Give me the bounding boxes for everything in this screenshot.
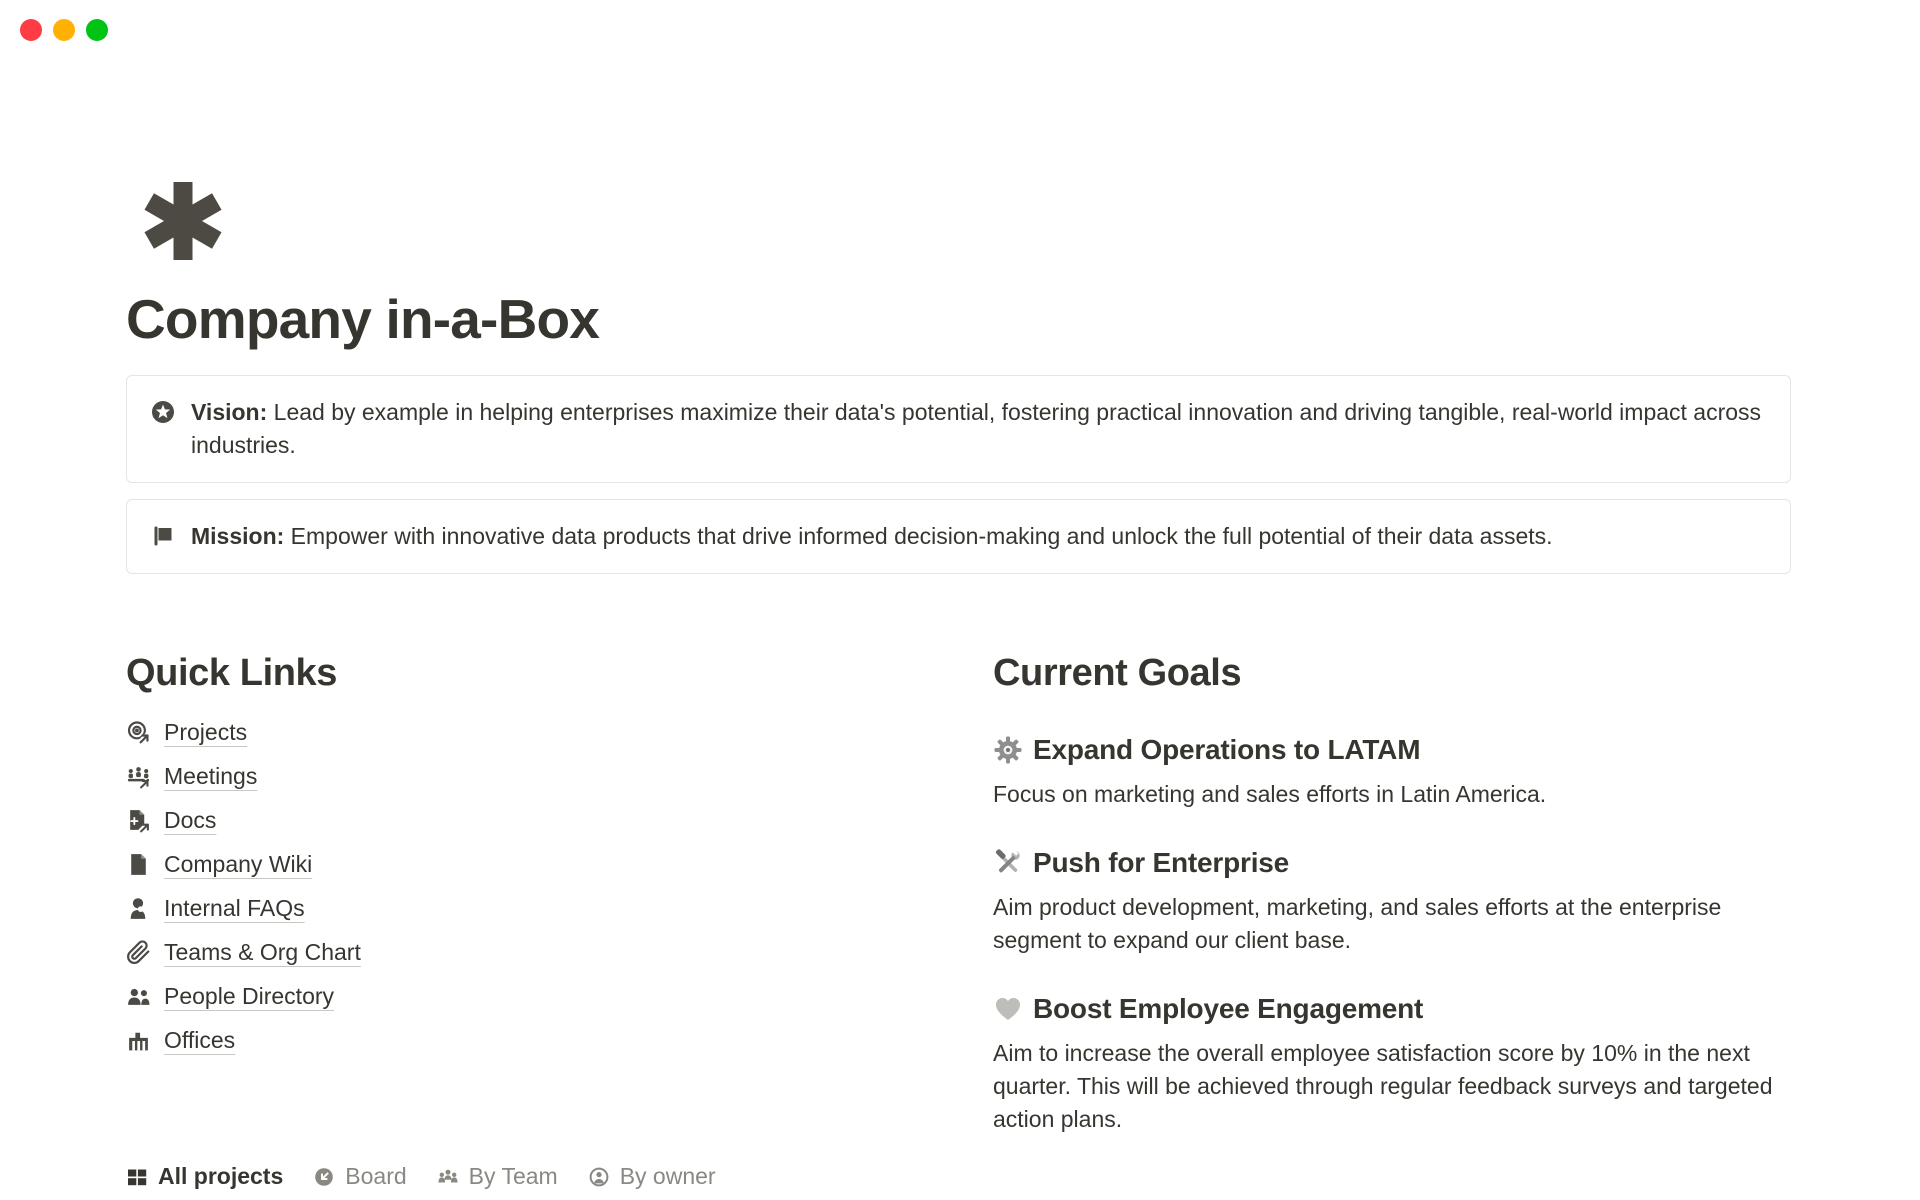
mission-text [191, 520, 1553, 553]
project-view-tabs [126, 1163, 716, 1190]
quick-link-teams-org-chart[interactable] [126, 930, 993, 974]
quick-link-people-directory[interactable] [126, 974, 993, 1018]
quick-link-label[interactable]: Docs [164, 807, 217, 834]
flag-icon [151, 524, 175, 548]
current-goals-heading: Current Goals [993, 652, 1242, 695]
goal-title [993, 845, 1805, 881]
goal-expand-latam [993, 732, 1805, 811]
vision-callout [126, 375, 1791, 483]
meeting-people-icon [126, 764, 151, 789]
tab-board[interactable] [313, 1163, 406, 1190]
quick-link-meetings[interactable] [126, 754, 993, 798]
paperclip-icon [126, 940, 151, 965]
person-question-icon [126, 896, 151, 921]
building-icon [126, 1028, 151, 1053]
close-window-button[interactable] [20, 19, 42, 41]
page-icon [126, 852, 151, 877]
mission-callout [126, 499, 1791, 574]
vision-body: Lead by example in helping enterprises maximize their data's potential, fostering practical innovation and driving tangible, real-world impact across industries. [191, 399, 1762, 459]
tools-icon [993, 848, 1023, 878]
goal-boost-engagement [993, 991, 1805, 1136]
quick-link-company-wiki[interactable] [126, 842, 993, 886]
goal-title [993, 991, 1805, 1027]
quick-link-label[interactable]: Meetings [164, 763, 258, 790]
zoom-window-button[interactable] [86, 19, 108, 41]
goal-title-text: Boost Employee Engagement [1033, 993, 1424, 1025]
document-add-icon [126, 808, 151, 833]
asterisk-icon [144, 182, 222, 260]
quick-link-label[interactable]: Offices [164, 1027, 236, 1054]
tab-by-owner[interactable] [588, 1163, 716, 1190]
quick-links-column [126, 650, 993, 1136]
two-column-layout [126, 650, 1791, 1136]
current-goals-column [993, 650, 1805, 1136]
page-title: Company in-a-Box [126, 288, 600, 350]
goal-title-text: Push for Enterprise [1033, 847, 1290, 879]
quick-link-label[interactable]: Projects [164, 719, 248, 746]
minimize-window-button[interactable] [53, 19, 75, 41]
vision-text [191, 396, 1766, 462]
mission-label: Mission: [191, 523, 285, 550]
tab-label: All projects [158, 1163, 284, 1189]
heart-icon [993, 994, 1023, 1024]
goal-description: Focus on marketing and sales efforts in Latin America. [993, 781, 1547, 808]
tab-by-team[interactable] [437, 1163, 558, 1190]
page-icon-asterisk[interactable] [144, 0, 1791, 260]
tab-label: By owner [619, 1163, 716, 1189]
quick-links-heading: Quick Links [126, 652, 338, 695]
board-icon [313, 1166, 335, 1188]
gear-icon [993, 735, 1023, 765]
vision-label: Vision: [191, 399, 268, 426]
tab-all-projects[interactable] [126, 1163, 283, 1190]
target-arrow-icon [126, 720, 151, 745]
goal-title-text: Expand Operations to LATAM [1033, 734, 1421, 766]
tab-label: By Team [468, 1163, 558, 1189]
quick-link-projects[interactable] [126, 710, 993, 754]
goal-title [993, 732, 1805, 768]
mission-body: Empower with innovative data products that drive informed decision-making and unlock the full potential of their data assets. [290, 523, 1553, 550]
quick-link-docs[interactable] [126, 798, 993, 842]
quick-link-label[interactable]: People Directory [164, 983, 335, 1010]
people-icon [126, 984, 151, 1009]
people-group-icon [437, 1166, 459, 1188]
goal-push-enterprise [993, 845, 1805, 957]
quick-link-internal-faqs[interactable] [126, 886, 993, 930]
quick-links-list [126, 710, 993, 1062]
goal-description: Aim product development, marketing, and sales efforts at the enterprise segment to expand our client base. [993, 894, 1722, 954]
goal-description: Aim to increase the overall employee satisfaction score by 10% in the next quarter. This will be achieved through regular feedback surveys and targeted action plans. [993, 1040, 1773, 1133]
notion-page [126, 0, 1791, 1136]
quick-link-label[interactable]: Internal FAQs [164, 895, 305, 922]
quick-link-label[interactable]: Company Wiki [164, 851, 313, 878]
window-controls [20, 19, 108, 41]
quick-link-label[interactable]: Teams & Org Chart [164, 939, 361, 966]
quick-link-offices[interactable] [126, 1018, 993, 1062]
grid-icon [126, 1166, 148, 1188]
person-circle-icon [588, 1166, 610, 1188]
tab-label: Board [345, 1163, 407, 1189]
star-badge-icon [151, 400, 175, 424]
